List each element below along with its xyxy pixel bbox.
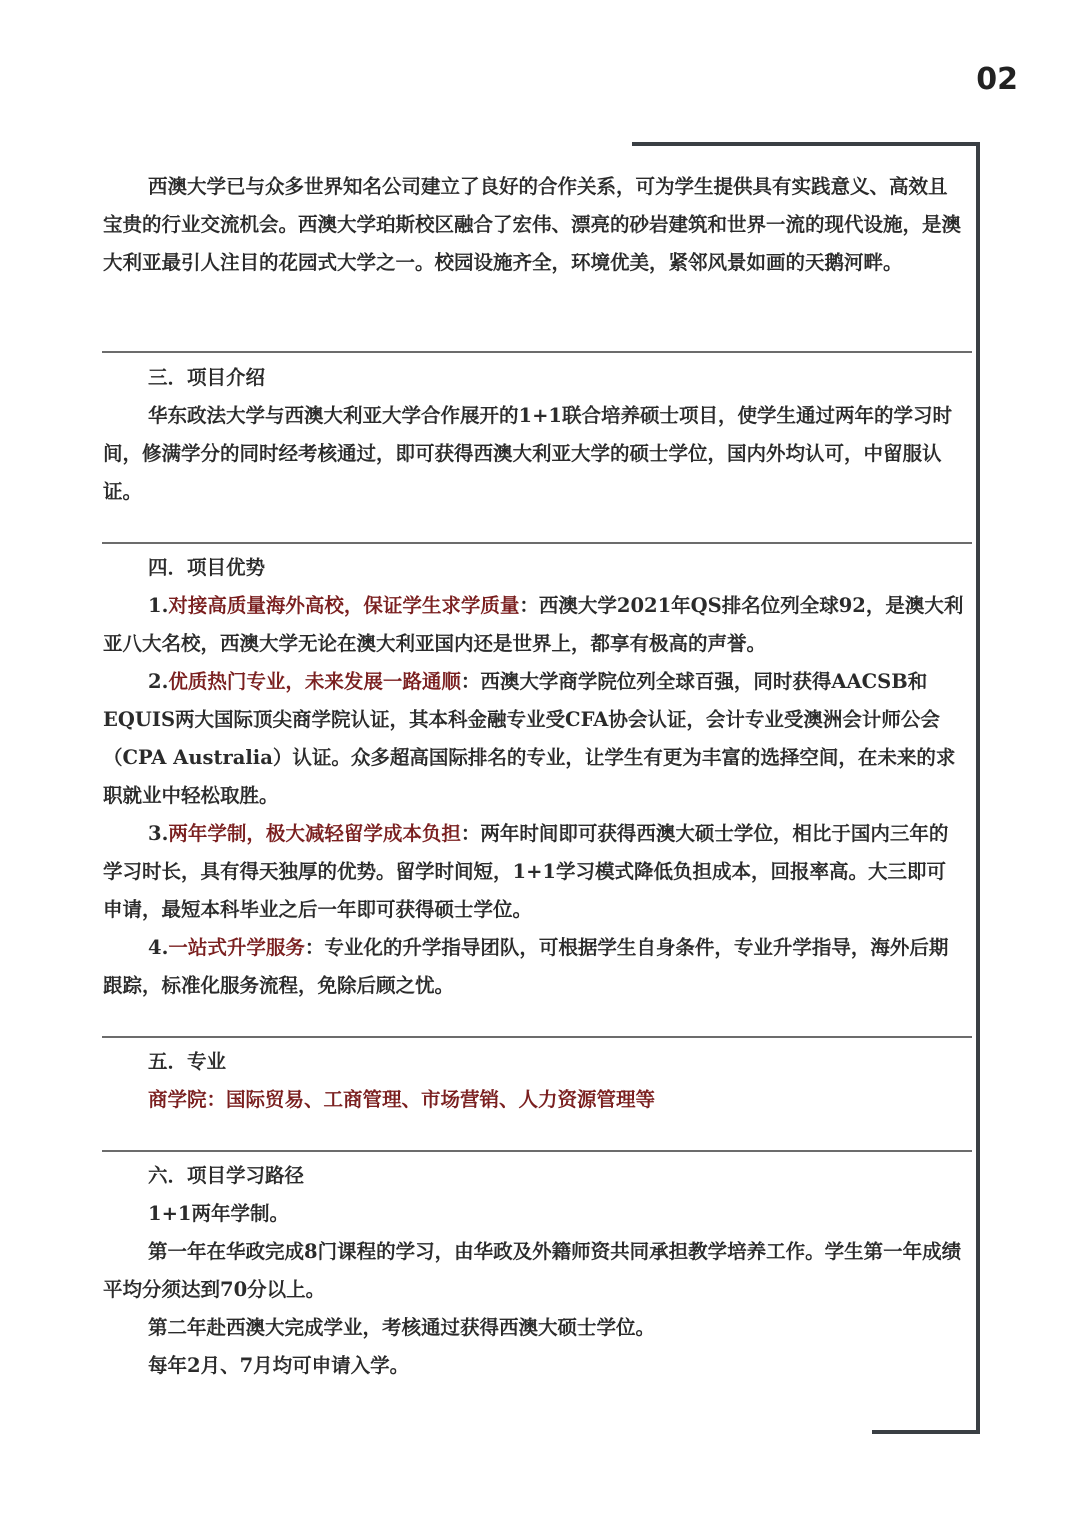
- advantage-text: ：专业化的升学指导团队，可根据学生自身条件，专业升学指导，海外后期跟踪，标准化服务流程，免除后顾之忧。: [103, 936, 949, 997]
- advantage-item: [103, 815, 965, 929]
- advantage-number: 3.: [148, 822, 169, 845]
- advantage-text: ：西澳大学商学院位列全球百强，同时获得AACSB和EQUIS两大国际顶尖商学院认证，其本科金融专业受CFA协会认证，会计专业受澳洲会计师公会（CPA Australia）认证。众多超高国际排名的专业，让学生有更为丰富的选择空间，在未来的求职就业中轻松取胜。: [103, 670, 956, 807]
- advantage-item: [103, 587, 965, 663]
- divider: [102, 351, 972, 353]
- frame-right-border: [976, 142, 980, 1434]
- section-project-intro: [103, 359, 965, 511]
- study-path-line: 第一年在华政完成8门课程的学习，由华政及外籍师资共同承担教学培养工作。学生第一年成绩平均分须达到70分以上。: [103, 1240, 962, 1301]
- divider: [102, 1150, 972, 1152]
- frame-bottom-border: [872, 1430, 980, 1434]
- advantage-text: ：两年时间即可获得西澳大硕士学位，相比于国内三年的学习时长，具有得天独厚的优势。留学时间短，1+1学习模式降低负担成本，回报率高。大三即可申请，最短本科毕业之后一年即可获得硕士学位。: [103, 822, 949, 921]
- page-number: 02: [976, 62, 1018, 97]
- advantage-item: [103, 663, 965, 815]
- advantage-number: 1.: [148, 594, 169, 617]
- section-heading: 三．项目介绍: [148, 366, 266, 389]
- section-study-path: [103, 1157, 965, 1385]
- intro-paragraph: 西澳大学已与众多世界知名公司建立了良好的合作关系，可为学生提供具有实践意义、高效且宝贵的行业交流机会。西澳大学珀斯校区融合了宏伟、漂亮的砂岩建筑和世界一流的现代设施，是澳大利亚最引人注目的花园式大学之一。校园设施齐全，环境优美，紧邻风景如画的天鹅河畔。: [103, 175, 962, 274]
- advantage-highlight: 优质热门专业，未来发展一路通顺: [168, 670, 461, 693]
- advantage-item: [103, 929, 965, 1005]
- divider: [102, 542, 972, 544]
- advantage-number: 4.: [148, 936, 169, 959]
- study-path-line: 第二年赴西澳大完成学业，考核通过获得西澳大硕士学位。: [148, 1316, 656, 1339]
- section-paragraph: 华东政法大学与西澳大利亚大学合作展开的1+1联合培养硕士项目，使学生通过两年的学习时间，修满学分的同时经考核通过，即可获得西澳大利亚大学的硕士学位，国内外均认可，中留服认证。: [103, 404, 952, 503]
- section-heading: 四．项目优势: [148, 556, 266, 579]
- study-path-line: 1+1两年学制。: [148, 1202, 289, 1225]
- section-heading: 五．专业: [148, 1050, 227, 1073]
- section-project-advantages: [103, 549, 965, 1005]
- advantage-highlight: 对接高质量海外高校，保证学生求学质量: [168, 594, 520, 617]
- section-majors: [103, 1043, 965, 1119]
- section-heading: 六．项目学习路径: [148, 1164, 305, 1187]
- divider: [102, 1036, 972, 1038]
- advantage-text: ：西澳大学2021年QS排名位列全球92，是澳大利亚八大名校，西澳大学无论在澳大利亚国内还是世界上，都享有极高的声誉。: [103, 594, 964, 655]
- intro-section: [103, 168, 965, 282]
- advantage-highlight: 一站式升学服务: [168, 936, 305, 959]
- advantage-highlight: 两年学制，极大减轻留学成本负担: [168, 822, 461, 845]
- study-path-line: 每年2月、7月均可申请入学。: [148, 1354, 410, 1377]
- advantage-number: 2.: [148, 670, 169, 693]
- majors-list: 商学院：国际贸易、工商管理、市场营销、人力资源管理等: [148, 1088, 656, 1111]
- frame-top-border: [632, 142, 980, 146]
